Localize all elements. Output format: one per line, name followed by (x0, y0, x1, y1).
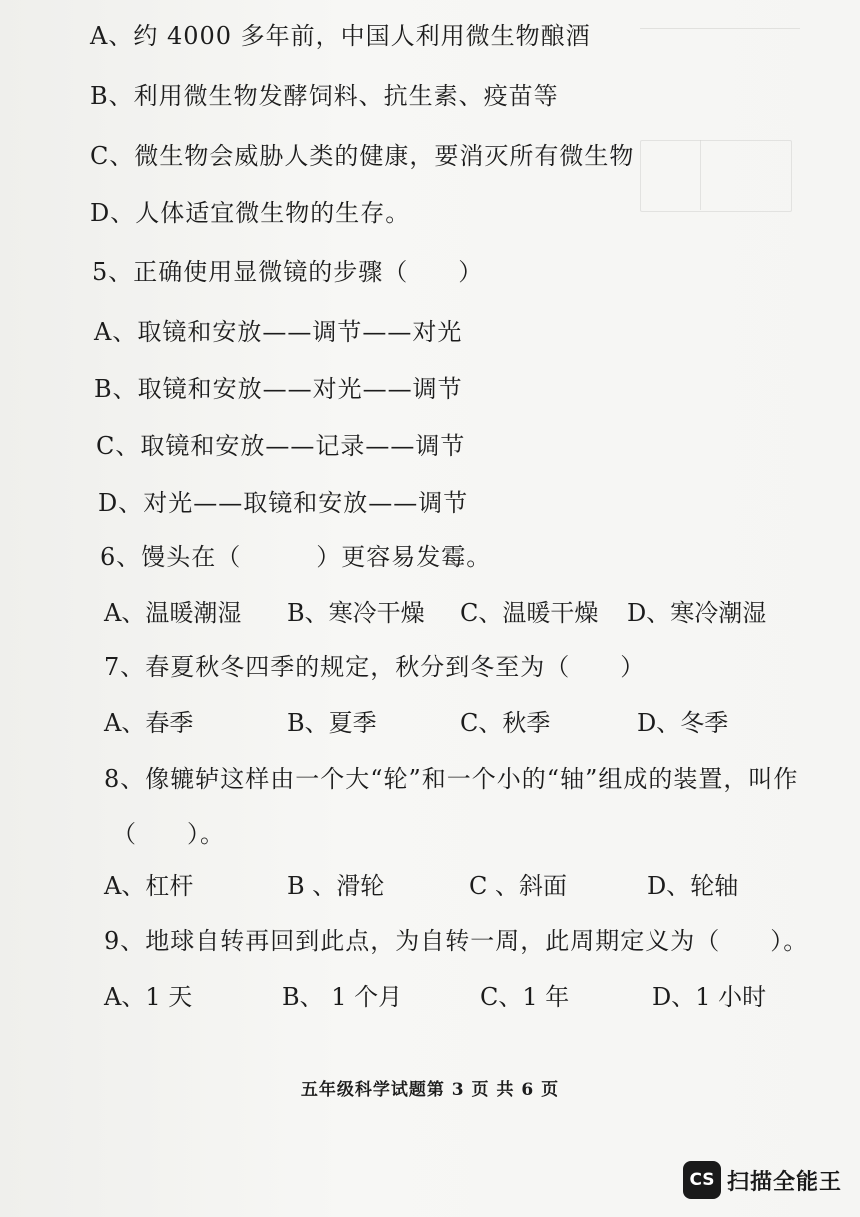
q8-option-a: A、杠杆 (104, 872, 194, 900)
bleed-through-mark (640, 140, 792, 212)
q9-stem: 9、地球自转再回到此点，为自转一周，此周期定义为（ ）。 (104, 927, 809, 955)
q8-stem-blank: （ ）。 (112, 820, 225, 848)
q9-option-a: A、1 天 (104, 983, 193, 1011)
scanner-app-name: 扫描全能王 (727, 1169, 843, 1195)
q6-option-d: D、寒冷潮湿 (627, 599, 767, 627)
q9-option-b: B、 1 个月 (282, 983, 403, 1011)
q7-option-a: A、春季 (104, 709, 194, 737)
camscanner-logo-icon: CS (683, 1161, 721, 1199)
q6-option-b: B、寒冷干燥 (287, 599, 425, 627)
q9-option-c: C、1 年 (480, 983, 570, 1011)
q5-option-b: B、取镜和安放——对光——调节 (94, 375, 463, 403)
q8-option-d: D、轮轴 (647, 872, 739, 900)
q8-option-c: C 、斜面 (469, 872, 567, 900)
q9-option-d: D、1 小时 (652, 983, 767, 1011)
q7-stem: 7、春夏秋冬四季的规定，秋分到冬至为（ ） (104, 653, 646, 681)
q4-option-b: B、利用微生物发酵饲料、抗生素、疫苗等 (90, 82, 559, 110)
q7-option-b: B、夏季 (287, 709, 377, 737)
page-footer: 五年级科学试题第 3 页 共 6 页 (300, 1080, 560, 1100)
q4-option-a: A、约 4000 多年前，中国人利用微生物酿酒 (90, 22, 591, 50)
q8-stem: 8、像辘轳这样由一个大“轮”和一个小的“轴”组成的装置，叫作 (104, 765, 799, 793)
q6-stem: 6、馒头在（ ）更容易发霉。 (100, 543, 492, 571)
q4-option-d: D、人体适宜微生物的生存。 (90, 199, 411, 227)
q6-option-a: A、温暖潮湿 (104, 599, 242, 627)
q5-stem: 5、正确使用显微镜的步骤（ ） (92, 258, 484, 286)
q8-option-b: B 、滑轮 (287, 872, 385, 900)
bleed-through-mark (700, 140, 702, 210)
q5-option-d: D、对光——取镜和安放——调节 (98, 489, 469, 517)
q5-option-c: C、取镜和安放——记录——调节 (96, 432, 466, 460)
q6-option-c: C、温暖干燥 (460, 599, 599, 627)
scanner-watermark (683, 1160, 842, 1200)
q5-option-a: A、取镜和安放——调节——对光 (94, 318, 463, 346)
bleed-through-mark (640, 28, 800, 31)
q4-option-c: C、微生物会威胁人类的健康，要消灭所有微生物 (90, 142, 635, 170)
q7-option-d: D、冬季 (637, 709, 729, 737)
q7-option-c: C、秋季 (460, 709, 551, 737)
